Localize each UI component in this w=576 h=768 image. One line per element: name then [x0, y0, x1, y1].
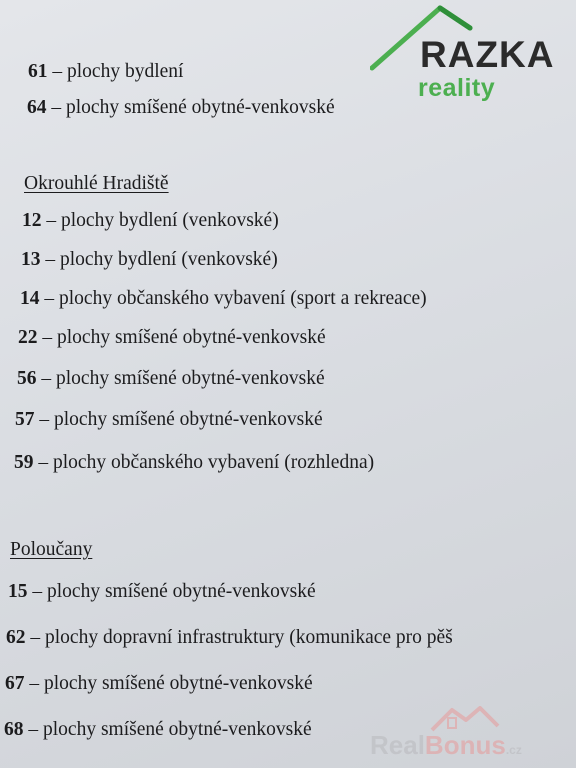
- list-item: [20, 287, 427, 311]
- watermark-real: Real: [370, 730, 425, 760]
- item-number: 62: [6, 627, 26, 648]
- watermark-bonus: Bonus: [424, 730, 506, 760]
- item-number: 14: [20, 288, 40, 309]
- section-heading-poloucany: Poloučany: [10, 539, 93, 560]
- item-text: – plochy smíšené obytné-venkovské: [51, 97, 335, 118]
- logo-brand-text: RAZKA: [420, 34, 555, 75]
- list-item: [22, 209, 279, 233]
- item-number: 22: [18, 327, 38, 348]
- item-number: 68: [4, 719, 24, 740]
- list-item: [5, 672, 313, 696]
- house-watermark-icon: [370, 700, 570, 734]
- list-item: [15, 408, 323, 432]
- realbonus-watermark: [370, 700, 570, 766]
- list-item: [17, 367, 325, 391]
- item-text: – plochy smíšené obytné-venkovské: [42, 327, 326, 348]
- list-item: [6, 626, 453, 650]
- list-item: [4, 718, 312, 742]
- logo-tagline-text: reality: [418, 74, 496, 102]
- item-text: – plochy dopravní infrastruktury (komunikace pro pěš: [30, 627, 453, 648]
- list-item: [18, 326, 326, 350]
- list-item: [8, 580, 316, 604]
- item-text: – plochy občanského vybavení (rozhledna): [38, 452, 375, 473]
- watermark-tld: .cz: [505, 743, 522, 757]
- item-text: – plochy smíšené obytné-venkovské: [41, 368, 325, 389]
- item-text: – plochy bydlení: [52, 61, 184, 82]
- razka-reality-logo: [370, 4, 576, 104]
- list-item: [14, 451, 374, 475]
- item-number: 56: [17, 368, 37, 389]
- list-item: [27, 96, 335, 120]
- item-text: – plochy smíšené obytné-venkovské: [32, 581, 316, 602]
- item-number: 67: [5, 673, 25, 694]
- item-number: 12: [22, 210, 42, 231]
- item-number: 61: [28, 61, 48, 82]
- item-number: 64: [27, 97, 47, 118]
- item-text: – plochy občanského vybavení (sport a rekreace): [44, 288, 427, 309]
- section-heading-okrouhle-hradiste: Okrouhlé Hradiště: [24, 173, 169, 194]
- list-item: [21, 248, 278, 272]
- item-number: 15: [8, 581, 28, 602]
- item-number: 57: [15, 409, 35, 430]
- watermark-text: [370, 730, 522, 761]
- item-number: 59: [14, 452, 34, 473]
- item-text: – plochy smíšené obytné-venkovské: [39, 409, 323, 430]
- item-text: – plochy smíšené obytné-venkovské: [28, 719, 312, 740]
- item-text: – plochy bydlení (venkovské): [45, 249, 278, 270]
- list-item: [28, 60, 183, 84]
- item-text: – plochy smíšené obytné-venkovské: [29, 673, 313, 694]
- item-number: 13: [21, 249, 41, 270]
- item-text: – plochy bydlení (venkovské): [46, 210, 279, 231]
